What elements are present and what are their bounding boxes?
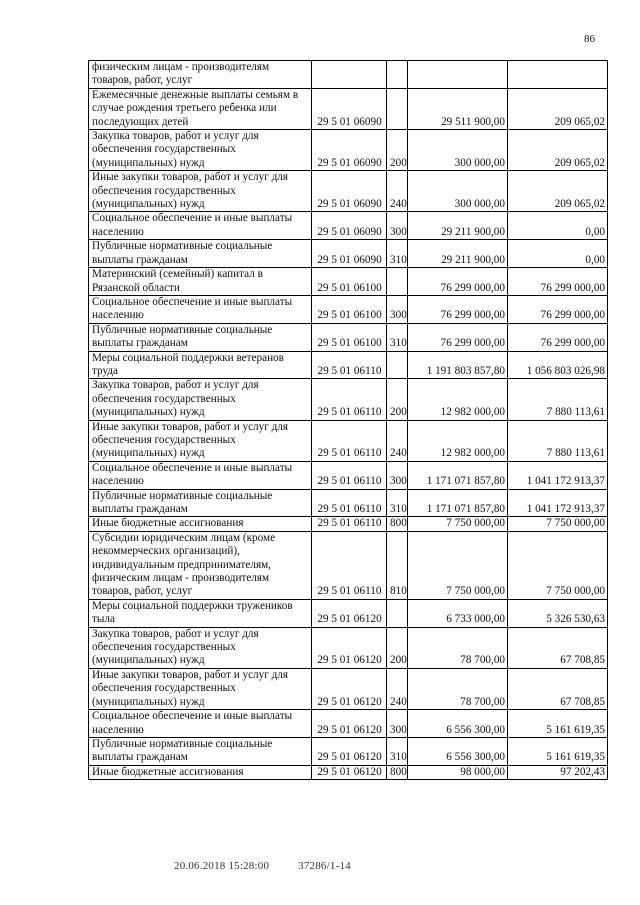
row-expense-type-cell: 310 [387,737,408,765]
budget-table-body [89,61,608,780]
row-expense-type-cell: 800 [387,517,408,531]
row-executed-amount-cell: 209 065,02 [508,130,608,171]
row-code-cell: 29 5 01 06120 [312,710,387,738]
row-planned-amount-cell: 300 000,00 [408,171,508,212]
row-name-cell: Публичные нормативные социальные выплаты гражданам [89,323,312,351]
table-row [89,212,608,240]
row-expense-type-cell: 810 [387,531,408,599]
table-row [89,420,608,461]
row-expense-type-cell: 300 [387,710,408,738]
row-expense-type-cell: 310 [387,489,408,517]
table-row [89,531,608,599]
row-name-cell: Меры социальной поддержки тружеников тыла [89,599,312,627]
row-planned-amount-cell: 7 750 000,00 [408,531,508,599]
row-planned-amount-cell: 29 211 900,00 [408,240,508,268]
row-expense-type-cell [387,268,408,296]
row-executed-amount-cell: 5 326 530,63 [508,599,608,627]
row-code-cell: 29 5 01 06100 [312,323,387,351]
row-name-cell: Иные закупки товаров, работ и услуг для обеспечения государственных (муниципальных) нужд [89,668,312,709]
row-expense-type-cell: 300 [387,295,408,323]
row-planned-amount-cell: 76 299 000,00 [408,323,508,351]
row-name-cell: Социальное обеспечение и иные выплаты населению [89,461,312,489]
row-code-cell: 29 5 01 06110 [312,517,387,531]
row-code-cell: 29 5 01 06110 [312,461,387,489]
row-code-cell: 29 5 01 06090 [312,240,387,268]
row-executed-amount-cell: 76 299 000,00 [508,295,608,323]
row-planned-amount-cell: 300 000,00 [408,130,508,171]
row-expense-type-cell: 200 [387,130,408,171]
row-executed-amount-cell: 0,00 [508,240,608,268]
row-executed-amount-cell: 0,00 [508,212,608,240]
row-code-cell: 29 5 01 06100 [312,295,387,323]
row-planned-amount-cell [408,61,508,89]
table-row [89,240,608,268]
row-executed-amount-cell: 7 880 113,61 [508,420,608,461]
row-name-cell: физическим лицам - производителям товаров, работ, услуг [89,61,312,89]
row-code-cell: 29 5 01 06110 [312,351,387,379]
table-row [89,627,608,668]
row-code-cell: 29 5 01 06120 [312,765,387,779]
row-name-cell: Публичные нормативные социальные выплаты гражданам [89,240,312,268]
row-expense-type-cell [387,351,408,379]
row-planned-amount-cell: 12 982 000,00 [408,379,508,420]
row-expense-type-cell: 300 [387,212,408,240]
row-name-cell: Иные закупки товаров, работ и услуг для обеспечения государственных (муниципальных) нужд [89,171,312,212]
row-expense-type-cell: 300 [387,461,408,489]
row-name-cell: Социальное обеспечение и иные выплаты населению [89,295,312,323]
row-planned-amount-cell: 6 556 300,00 [408,737,508,765]
row-expense-type-cell: 200 [387,379,408,420]
row-executed-amount-cell: 97 202,43 [508,765,608,779]
table-row [89,171,608,212]
table-row [89,295,608,323]
row-planned-amount-cell: 7 750 000,00 [408,517,508,531]
row-code-cell: 29 5 01 06090 [312,171,387,212]
table-row [89,268,608,296]
row-planned-amount-cell: 98 000,00 [408,765,508,779]
row-executed-amount-cell: 5 161 619,35 [508,710,608,738]
row-name-cell: Иные бюджетные ассигнования [89,517,312,531]
row-planned-amount-cell: 1 171 071 857,80 [408,489,508,517]
row-name-cell: Публичные нормативные социальные выплаты гражданам [89,489,312,517]
row-planned-amount-cell: 12 982 000,00 [408,420,508,461]
table-row [89,668,608,709]
row-planned-amount-cell: 1 171 071 857,80 [408,461,508,489]
row-name-cell: Закупка товаров, работ и услуг для обеспечения государственных (муниципальных) нужд [89,627,312,668]
footer-timestamp: 20.06.2018 15:28:00 [174,860,270,872]
page-number: 86 [584,33,595,45]
row-executed-amount-cell: 1 041 172 913,37 [508,461,608,489]
row-executed-amount-cell: 1 041 172 913,37 [508,489,608,517]
row-executed-amount-cell [508,61,608,89]
row-expense-type-cell: 240 [387,668,408,709]
row-expense-type-cell: 310 [387,323,408,351]
table-row [89,461,608,489]
row-name-cell: Закупка товаров, работ и услуг для обеспечения государственных (муниципальных) нужд [89,130,312,171]
row-executed-amount-cell: 67 708,85 [508,668,608,709]
footer-document-id: 37286/1-14 [298,860,351,872]
row-expense-type-cell: 200 [387,627,408,668]
row-planned-amount-cell: 29 211 900,00 [408,212,508,240]
page-footer [174,860,377,872]
row-code-cell: 29 5 01 06110 [312,489,387,517]
table-row [89,61,608,89]
row-code-cell [312,61,387,89]
table-row [89,710,608,738]
row-executed-amount-cell: 1 056 803 026,98 [508,351,608,379]
row-expense-type-cell: 310 [387,240,408,268]
table-row [89,379,608,420]
row-planned-amount-cell: 1 191 803 857,80 [408,351,508,379]
row-name-cell: Ежемесячные денежные выплаты семьям в случае рождения третьего ребенка или последующих детей [89,88,312,129]
row-code-cell: 29 5 01 06120 [312,737,387,765]
row-executed-amount-cell: 7 750 000,00 [508,531,608,599]
row-expense-type-cell: 240 [387,171,408,212]
row-executed-amount-cell: 67 708,85 [508,627,608,668]
table-row [89,517,608,531]
table-row [89,489,608,517]
row-executed-amount-cell: 5 161 619,35 [508,737,608,765]
row-planned-amount-cell: 29 511 900,00 [408,88,508,129]
row-name-cell: Меры социальной поддержки ветеранов труда [89,351,312,379]
row-planned-amount-cell: 78 700,00 [408,627,508,668]
row-name-cell: Социальное обеспечение и иные выплаты населению [89,710,312,738]
row-expense-type-cell [387,88,408,129]
row-code-cell: 29 5 01 06110 [312,379,387,420]
table-row [89,88,608,129]
row-code-cell: 29 5 01 06100 [312,268,387,296]
table-row [89,351,608,379]
row-planned-amount-cell: 6 733 000,00 [408,599,508,627]
budget-table [88,60,608,780]
table-row [89,765,608,779]
row-name-cell: Закупка товаров, работ и услуг для обеспечения государственных (муниципальных) нужд [89,379,312,420]
row-code-cell: 29 5 01 06120 [312,668,387,709]
row-name-cell: Иные бюджетные ассигнования [89,765,312,779]
row-expense-type-cell: 240 [387,420,408,461]
row-code-cell: 29 5 01 06110 [312,531,387,599]
row-name-cell: Публичные нормативные социальные выплаты гражданам [89,737,312,765]
row-code-cell: 29 5 01 06120 [312,627,387,668]
row-planned-amount-cell: 76 299 000,00 [408,268,508,296]
row-code-cell: 29 5 01 06110 [312,420,387,461]
row-planned-amount-cell: 76 299 000,00 [408,295,508,323]
row-name-cell: Иные закупки товаров, работ и услуг для обеспечения государственных (муниципальных) нужд [89,420,312,461]
table-row [89,130,608,171]
row-code-cell: 29 5 01 06090 [312,130,387,171]
row-name-cell: Материнский (семейный) капитал в Рязанской области [89,268,312,296]
table-row [89,323,608,351]
row-name-cell: Субсидии юридическим лицам (кроме некоммерческих организаций), индивидуальным предпринимателям, физическим лицам - производителям товаров, работ, услуг [89,531,312,599]
row-code-cell: 29 5 01 06120 [312,599,387,627]
row-executed-amount-cell: 7 880 113,61 [508,379,608,420]
table-row [89,599,608,627]
row-expense-type-cell: 800 [387,765,408,779]
row-name-cell: Социальное обеспечение и иные выплаты населению [89,212,312,240]
table-row [89,737,608,765]
row-executed-amount-cell: 209 065,02 [508,88,608,129]
row-code-cell: 29 5 01 06090 [312,212,387,240]
row-executed-amount-cell: 209 065,02 [508,171,608,212]
row-code-cell: 29 5 01 06090 [312,88,387,129]
row-executed-amount-cell: 7 750 000,00 [508,517,608,531]
row-planned-amount-cell: 6 556 300,00 [408,710,508,738]
row-expense-type-cell [387,61,408,89]
row-planned-amount-cell: 78 700,00 [408,668,508,709]
row-executed-amount-cell: 76 299 000,00 [508,268,608,296]
row-executed-amount-cell: 76 299 000,00 [508,323,608,351]
row-expense-type-cell [387,599,408,627]
